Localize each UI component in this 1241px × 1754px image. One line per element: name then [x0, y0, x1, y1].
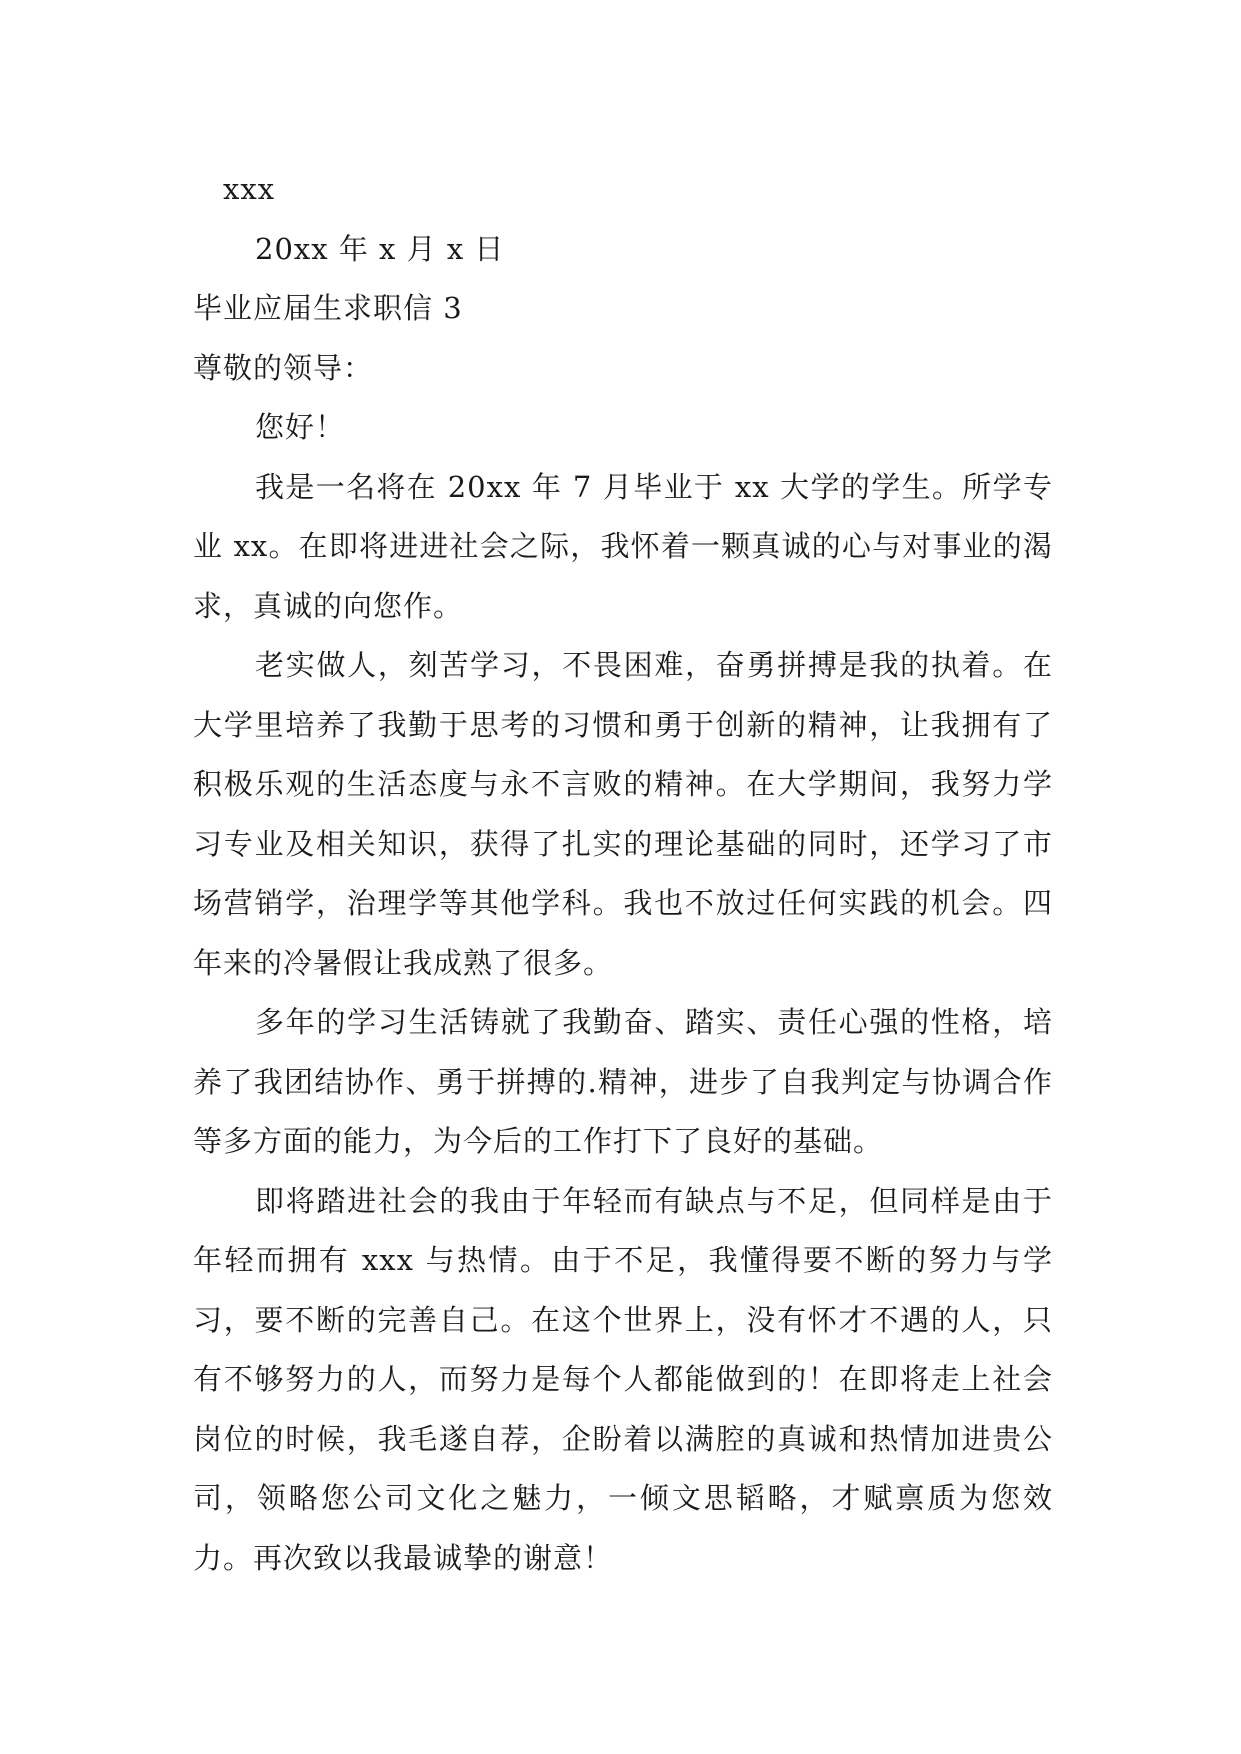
paragraph-3: 多年的学习生活铸就了我勤奋、踏实、责任心强的性格，培养了我团结协作、勇于拼搏的.精神，进步了自我判定与协调合作等多方面的能力，为今后的工作打下了良好的基础。	[193, 1005, 1053, 1158]
paragraph-1: 我是一名将在 20xx 年 7 月毕业于 xx 大学的学生。所学专业 xx。在即将进进社会之际，我怀着一颗真诚的心与对事业的渴求，真诚的向您作。	[193, 469, 1053, 623]
letter-body	[193, 160, 1053, 1588]
signature-name: xxx	[223, 172, 276, 206]
letter-date: 20xx 年 x 月 x 日	[255, 231, 505, 266]
greeting: 您好！	[255, 410, 346, 444]
paragraph-2: 老实做人，刻苦学习，不畏困难，奋勇拼搏是我的执着。在大学里培养了我勤于思考的习惯和勇于创新的精神，让我拥有了积极乐观的生活态度与永不言败的精神。在大学期间，我努力学习专业及相关知识，获得了扎实的理论基础的同时，还学习了市场营销学，治理学等其他学科。我也不放过任何实践的机会。四年来的冷暑假让我成熟了很多。	[193, 648, 1053, 980]
letter-title: 毕业应届生求职信 3	[193, 291, 463, 325]
salutation: 尊敬的领导：	[193, 350, 374, 385]
paragraph-4: 即将踏进社会的我由于年轻而有缺点与不足，但同样是由于年轻而拥有 xxx 与热情。由于不足，我懂得要不断的努力与学习，要不断的完善自己。在这个世界上，没有怀才不遇的人，只有不够努力的人，而努力是每个人都能做到的！在即将走上社会岗位的时候，我毛遂自荐，企盼着以满腔的真诚和热情加进贵公司，领略您公司文化之魅力，一倾文思韬略，才赋禀质为您效力。再次致以我最诚挚的谢意！	[193, 1183, 1053, 1575]
